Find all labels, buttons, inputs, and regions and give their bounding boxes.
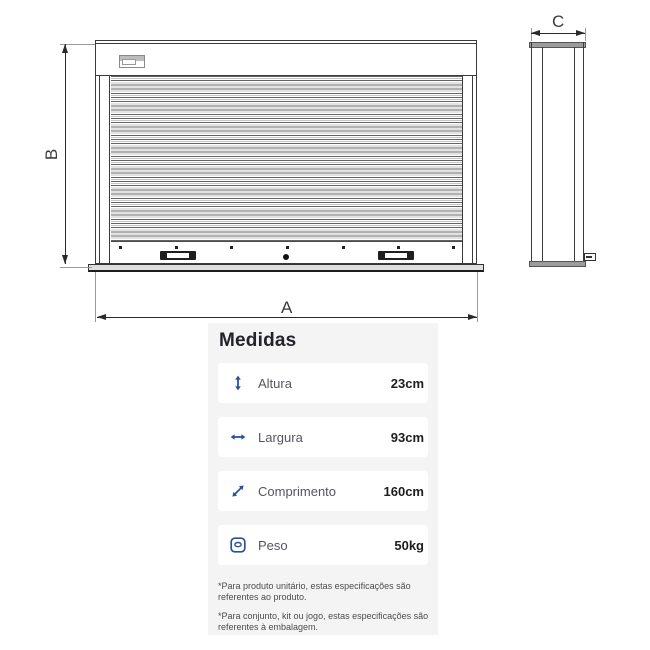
rivet-dot	[286, 246, 289, 249]
measurement-row-altura	[218, 363, 428, 403]
dim-c-label: C	[552, 12, 565, 31]
footnote-embalagem: *Para conjunto, kit ou jogo, estas especificações são referentes à embalagem.	[218, 611, 429, 633]
dim-a-line	[97, 317, 477, 318]
rivet-dot	[119, 246, 122, 249]
measurement-value: 160cm	[383, 483, 424, 499]
cabinet-header-band	[95, 40, 477, 76]
rivet-dot	[230, 246, 233, 249]
footnote-produto: *Para produto unitário, estas especificações são referentes ao produto.	[218, 581, 411, 603]
rivet-dot	[342, 246, 345, 249]
roller-shutter-slats	[111, 76, 462, 242]
dim-c-extension-right	[585, 28, 586, 41]
dim-a-extension-right	[477, 272, 478, 322]
side-lock-tab	[584, 253, 596, 261]
side-body-outline	[531, 42, 584, 267]
length-arrow-icon	[230, 483, 246, 499]
rivet-dot	[397, 246, 400, 249]
side-inner-line-right	[574, 47, 575, 262]
measurement-label: Peso	[258, 537, 288, 553]
side-bottom-cap	[529, 261, 586, 267]
medidas-panel	[208, 323, 438, 635]
dim-c-line	[531, 33, 585, 34]
weight-scale-icon	[230, 537, 246, 553]
cabinet-left-rail	[99, 76, 110, 264]
cabinet-bottom-rail	[88, 264, 484, 272]
dim-b-label: B	[42, 148, 62, 161]
side-inner-line-left	[542, 47, 543, 262]
measurement-row-peso	[218, 525, 428, 565]
right-handle	[378, 251, 414, 260]
dim-b-extension-bottom	[60, 267, 92, 268]
measurement-label: Comprimento	[258, 483, 337, 499]
measurement-row-comprimento	[218, 471, 428, 511]
measurement-value: 93cm	[390, 429, 424, 445]
rivet-dot	[452, 246, 455, 249]
rivet-dot	[175, 246, 178, 249]
lock-knob	[283, 254, 289, 260]
brand-logo	[119, 55, 145, 68]
dim-b-line	[65, 44, 66, 264]
measurement-value: 50kg	[394, 537, 424, 553]
measurement-label: Largura	[258, 429, 303, 445]
measurement-label: Altura	[258, 375, 292, 391]
medidas-title: Medidas	[219, 330, 297, 351]
height-arrow-icon	[230, 375, 246, 391]
dim-a-label: A	[281, 298, 293, 317]
left-handle	[160, 251, 196, 260]
cabinet-right-rail	[462, 76, 473, 264]
width-arrow-icon	[230, 429, 246, 445]
measurement-row-largura	[218, 417, 428, 457]
dim-a-extension-left	[95, 272, 96, 322]
measurement-value: 23cm	[390, 375, 424, 391]
